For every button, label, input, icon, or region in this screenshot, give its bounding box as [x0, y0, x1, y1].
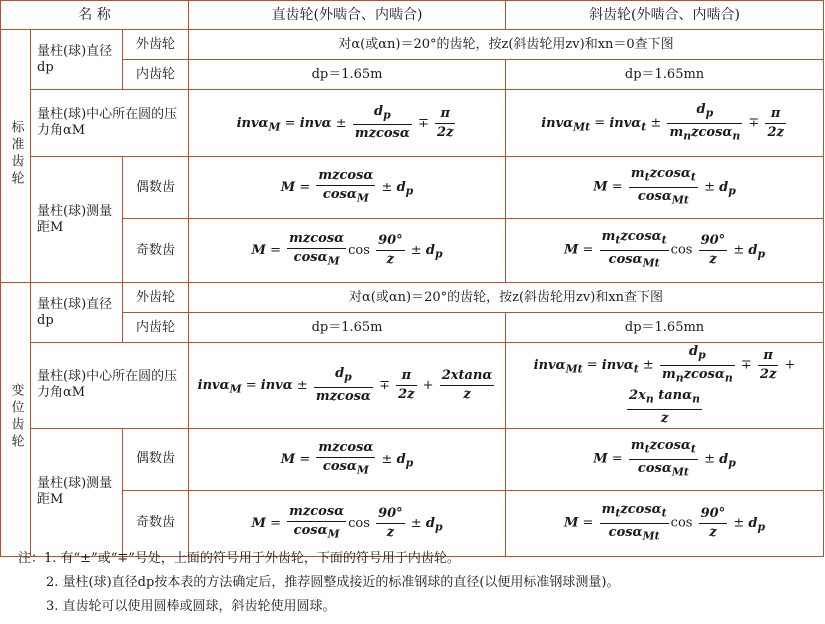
std-pa-helical: invα$_{Mt}$ = invα$_t$ ± $\frac{d_p}{m_nzcos\alpha_n}$ ∓ $\frac{\pi}{2z}$ [506, 90, 824, 157]
std-even-helical: M = $\frac{m_tzcos\alpha_t}{\cos\alpha_{Mt}}$ ± $d_p$ [506, 157, 824, 219]
section-standard: 标准齿轮 [1, 30, 31, 283]
mod-int-spur: dp＝1.65m [189, 313, 506, 343]
measure-label: 量柱(球)测量距M [31, 157, 123, 283]
internal-label: 内齿轮 [123, 60, 189, 90]
even-label-2: 偶数齿 [123, 428, 189, 490]
odd-label-2: 奇数齿 [123, 490, 189, 556]
even-label: 偶数齿 [123, 157, 189, 219]
mod-odd-helical: M = $\frac{m_tzcos\alpha_t}{\cos\alpha_{Mt}}$ cos $\frac{90^\circ}{z}$ ± $d_p$ [506, 490, 824, 556]
section-modified: 变位齿轮 [1, 283, 31, 557]
diameter-label-2: 量柱(球)直径dp [31, 283, 123, 343]
external-label: 外齿轮 [123, 30, 189, 60]
pressure-angle-label-2: 量柱(球)中心所在圆的压力角αM [31, 343, 189, 429]
odd-label: 奇数齿 [123, 219, 189, 283]
mod-odd-spur: M = $\frac{mzcos\alpha}{\cos\alpha_M}$ cos $\frac{90^\circ}{z}$ ± $d_p$ [189, 490, 506, 556]
header-helical: 斜齿轮(外啮合、内啮合) [506, 1, 824, 30]
std-pa-spur: invα$_M$ = invα ± $\frac{d_p}{mzcos\alpha}$ ∓ $\frac{\pi}{2z}$ [189, 90, 506, 157]
external-label-2: 外齿轮 [123, 283, 189, 313]
mod-external-text: 对α(或αn)＝20°的齿轮，按z(斜齿轮用zv)和xn查下图 [189, 283, 824, 313]
std-odd-helical: M = $\frac{m_tzcos\alpha_t}{\cos\alpha_{Mt}}$ cos $\frac{90^\circ}{z}$ ± $d_p$ [506, 219, 824, 283]
std-even-spur: M = $\frac{mzcos\alpha}{\cos\alpha_M}$ ± $d_p$ [189, 157, 506, 219]
mod-pa-helical: invα$_{Mt}$ = invα$_t$ ± $\frac{d_p}{m_nzcos\alpha_n}$ ∓ $\frac{\pi}{2z}$ + $\frac{2x_n \tan\alpha_n}{z}$ [506, 343, 824, 429]
mod-even-spur: M = $\frac{mzcos\alpha}{\cos\alpha_M}$ ± $d_p$ [189, 428, 506, 490]
mod-pa-spur: invα$_M$ = invα ± $\frac{d_p}{mzcos\alpha}$ ∓ $\frac{\pi}{2z}$ + $\frac{2xtan\alpha}{z}$ [189, 343, 506, 429]
header-name: 名 称 [1, 1, 189, 30]
mod-even-helical: M = $\frac{m_tzcos\alpha_t}{\cos\alpha_{Mt}}$ ± $d_p$ [506, 428, 824, 490]
std-odd-spur: M = $\frac{mzcos\alpha}{\cos\alpha_M}$ cos $\frac{90^\circ}{z}$ ± $d_p$ [189, 219, 506, 283]
internal-label-2: 内齿轮 [123, 313, 189, 343]
table-notes [18, 547, 619, 619]
note-2: 2. 量柱(球)直径dp按本表的方法确定后，推荐圆整成接近的标准钢球的直径(以便用标准钢球测量)。 [46, 575, 620, 590]
note-1: 注：1. 有“±”或“∓”号处，上面的符号用于外齿轮，下面的符号用于内齿轮。 [18, 551, 460, 566]
pressure-angle-label: 量柱(球)中心所在圆的压力角αM [31, 90, 189, 157]
diameter-label: 量柱(球)直径dp [31, 30, 123, 90]
measure-label-2: 量柱(球)测量距M [31, 428, 123, 556]
mod-int-helical: dp＝1.65mn [506, 313, 824, 343]
std-external-text: 对α(或αn)＝20°的齿轮，按z(斜齿轮用zv)和xn＝0查下图 [189, 30, 824, 60]
header-spur: 直齿轮(外啮合、内啮合) [189, 1, 506, 30]
std-int-spur: dp＝1.65m [189, 60, 506, 90]
std-int-helical: dp＝1.65mn [506, 60, 824, 90]
note-3: 3. 直齿轮可以使用圆棒或圆球，斜齿轮使用圆球。 [46, 599, 336, 614]
